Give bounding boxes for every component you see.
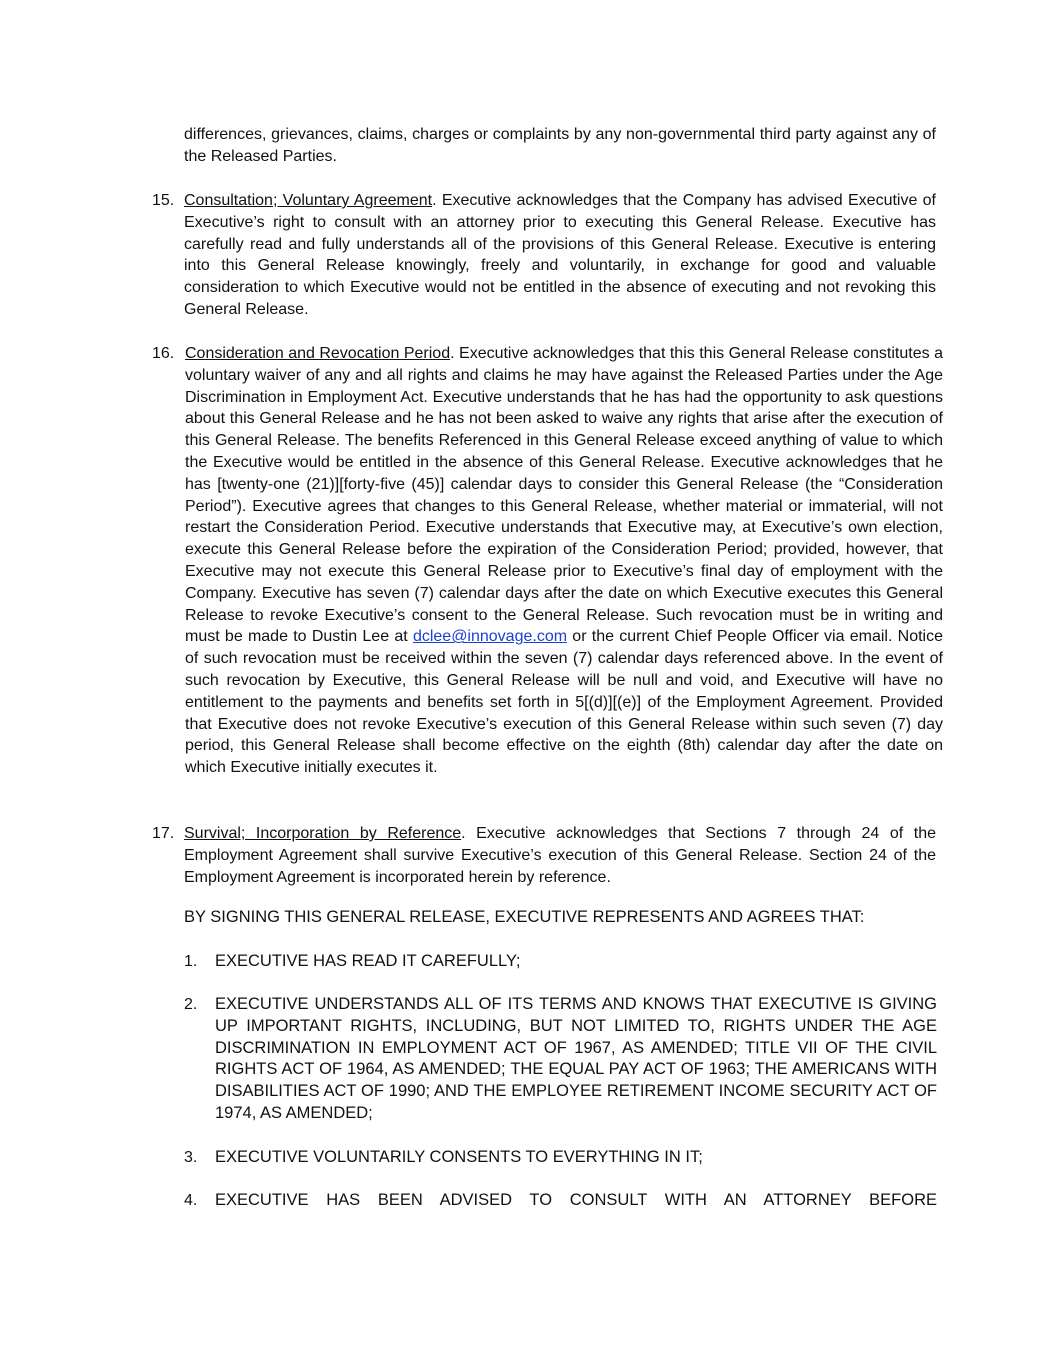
item-text: EXECUTIVE VOLUNTARILY CONSENTS TO EVERYTHING IN IT; bbox=[215, 1148, 703, 1166]
item-text: EXECUTIVE HAS BEEN ADVISED TO CONSULT WITH AN ATTORNEY BEFORE bbox=[215, 1191, 937, 1209]
item-text: EXECUTIVE UNDERSTANDS ALL OF ITS TERMS AND KNOWS THAT EXECUTIVE IS GIVING UP IMPORTANT RIGHTS, INCLUDING, BUT NOT LIMITED TO, RIGHTS UNDER THE AGE DISCRIMINATION IN EMPLOYMENT ACT OF 1967, AS AMENDED; TITLE VII OF THE CIVIL RIGHTS ACT OF 1964, AS AMENDED; THE EQUAL PAY ACT OF 1963; THE AMERICANS WITH DISABILITIES ACT OF 1990; AND THE EMPLOYEE RETIREMENT INCOME SECURITY ACT OF 1974, AS AMENDED; bbox=[215, 995, 937, 1122]
section-body bbox=[185, 343, 943, 779]
section-body bbox=[184, 190, 936, 321]
item-number: 4. bbox=[184, 1192, 198, 1209]
item-number: 3. bbox=[184, 1149, 198, 1166]
acknowledgment-lead: BY SIGNING THIS GENERAL RELEASE, EXECUTIVE REPRESENTS AND AGREES THAT: bbox=[184, 908, 865, 926]
section-number: 16. bbox=[152, 345, 175, 362]
section-number: 17. bbox=[152, 825, 175, 842]
email-link[interactable]: dclee@innovage.com bbox=[412, 628, 568, 646]
section-text: . Executive acknowledges that this this General Release constitutes a voluntary waiver of any and all rights and claims he may have against the Released Parties under the Age Discrimination in Employment Act. Executive understands that he has had the opportunity to ask questions about this General Release and he has not been asked to waive any rights that arise after the execution of this General Release. The benefits Referenced in this General Release exceed anything of value to which the Executive would be entitled in the absence of this General Release. Executive acknowledges that he has [twenty-one (21)][forty-five (45)] calendar days to consider this General Release (the “Consideration Period”). Executive agrees that changes to this General Release, whether material or immaterial, will not restart the Consideration Period. Executive understands that Executive may, at Executive’s own election, execute this General Release before the expiration of the Consideration Period; provided, however, that Executive may not execute this General Release prior to Executive’s final day of employment with the Company. Executive has seven (7) calendar days after the date on which Executive executes this General Release to revoke Executive’s consent to the General Release. Such revocation must be in writing and must be made to Dustin Lee at bbox=[185, 345, 943, 646]
section-body bbox=[184, 823, 936, 888]
section-text: . Executive acknowledges that the Company has advised Executive of Executive’s right to consult with an attorney prior to executing this General Release. Executive has carefully read and fully understands all of the provisions of this General Release. Executive is entering into this General Release knowingly, freely and voluntarily, in exchange for good and valuable consideration to which Executive would not be entitled in the absence of executing and not revoking this General Release. bbox=[184, 192, 937, 318]
item-text: EXECUTIVE HAS READ IT CAREFULLY; bbox=[215, 952, 521, 970]
section-text: . Executive acknowledges that Sections 7 through 24 of the Employment Agreement shall survive Executive’s execution of this General Release. Section 24 of the Employment Agreement is incorporated herein by reference. bbox=[184, 825, 936, 886]
section-heading: Consideration and Revocation Period bbox=[185, 345, 451, 362]
section-number: 15. bbox=[152, 192, 175, 209]
section-text-continued: or the current Chief People Officer via email. Notice of such revocation must be received within the seven (7) calendar days referenced above. In the event of such revocation by Executive, this General Release will be null and void, and Executive will have no entitlement to the payments and benefits set forth in 5[(d)][(e)] of the Employment Agreement. Provided that Executive does not revoke Executive’s execution of this General Release within such seven (7) day period, this General Release shall become effective on the eighth (8th) calendar day after the date on which Executive initially executes it. bbox=[185, 628, 943, 777]
item-number: 1. bbox=[184, 953, 198, 970]
intro-paragraph: differences, grievances, claims, charges or complaints by any non-governmental third party against any of the Released Parties. bbox=[184, 126, 936, 165]
section-heading: Consultation; Voluntary Agreement bbox=[184, 192, 433, 209]
section-heading: Survival; Incorporation by Reference bbox=[184, 825, 462, 842]
item-number: 2. bbox=[184, 996, 198, 1013]
